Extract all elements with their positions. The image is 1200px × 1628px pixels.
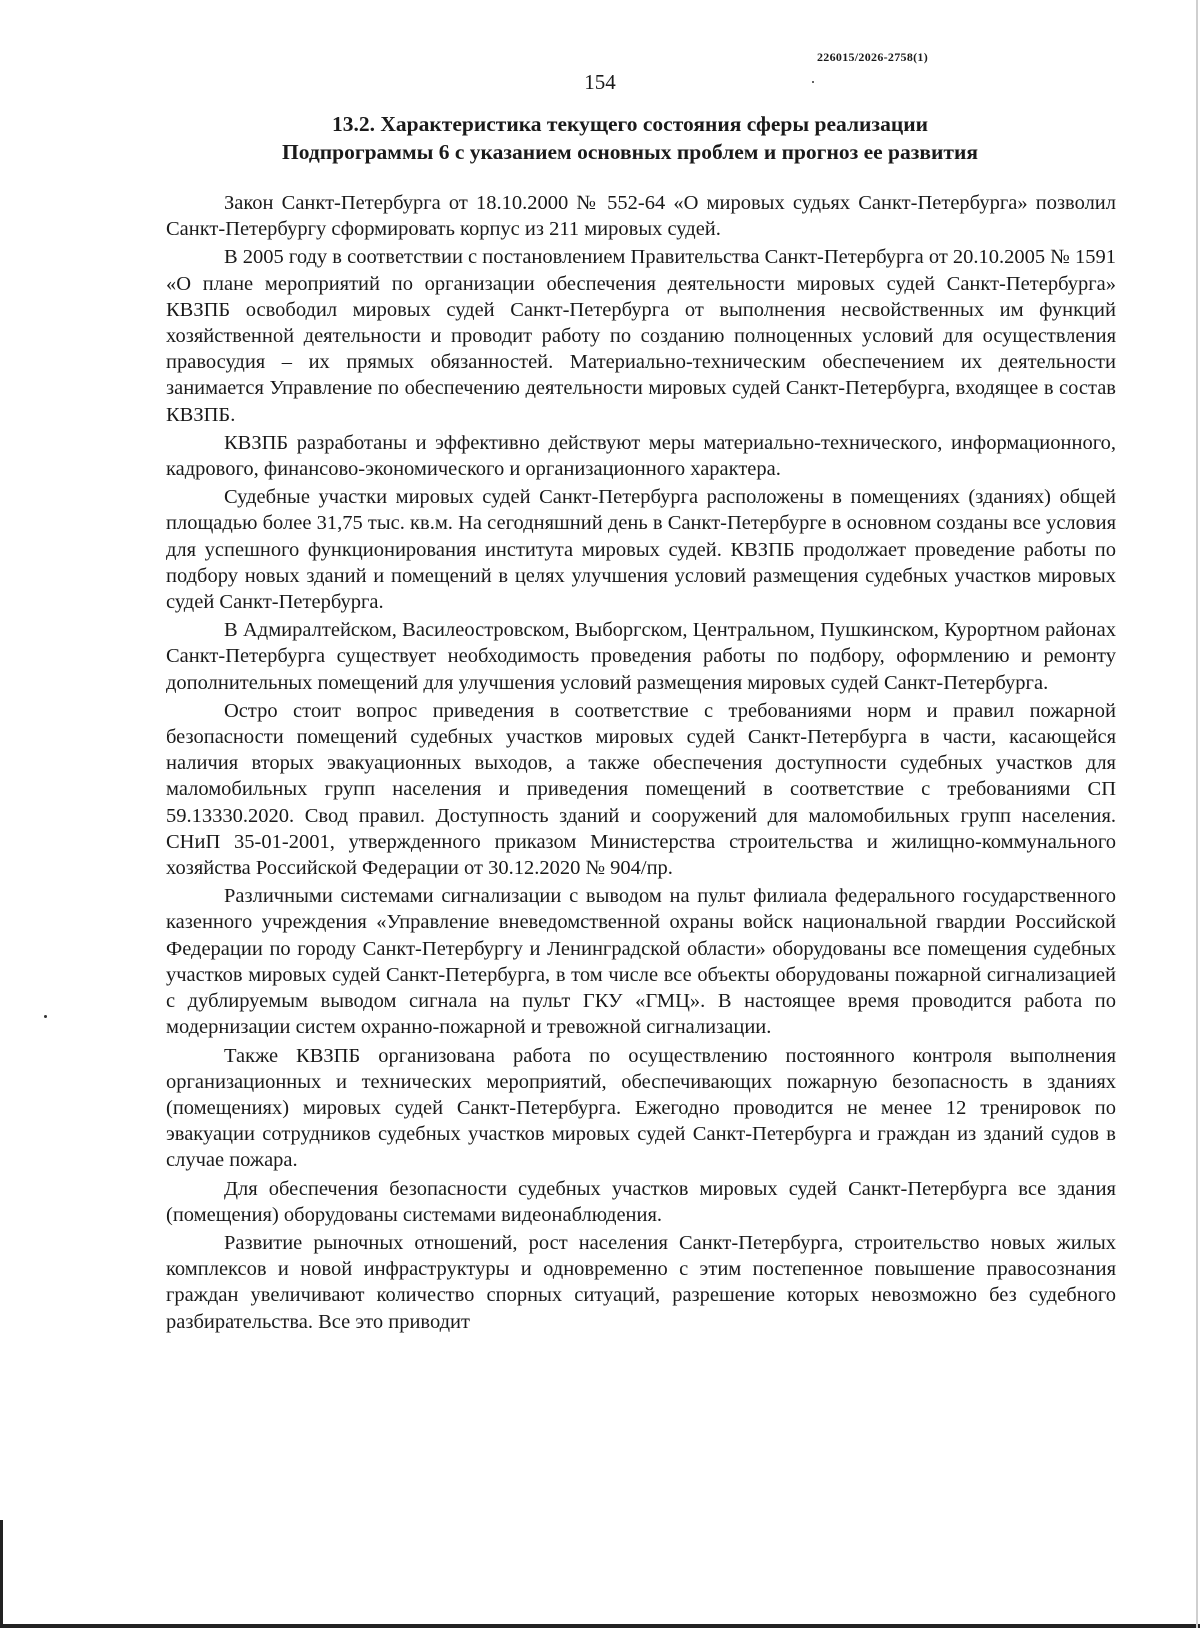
document-id: 226015/2026-2758(1) [817,50,929,64]
scan-speck [812,81,814,83]
scan-edge-right [1196,0,1198,1628]
scan-edge-bottom [0,1624,1200,1628]
page-number: 154 [584,70,616,94]
paragraph: Судебные участки мировых судей Санкт-Петербурга расположены в помещениях (зданиях) общей площадью более 31,75 тыс. кв.м. На сегодняшний день в Санкт-Петербурге в основном созданы все условия для успешного функционирования института мировых судей. КВЗПБ продолжает проведение работы по подбору новых зданий и помещений в целях улучшения условий размещения судебных участков мировых судей Санкт-Петербурга. [166,486,1116,614]
scan-edge-left [0,1520,3,1628]
paragraph: В Адмиралтейском, Василеостровском, Выборгском, Центральном, Пушкинском, Курортном районах Санкт-Петербурга существует необходимость проведения работы по подбору, оформлению и ремонту дополнительных помещений для улучшения условий размещения мировых судей Санкт-Петербурга. [166,619,1116,694]
section-heading-line: Подпрограммы 6 с указанием основных проблем и прогноз ее развития [282,140,978,164]
paragraph: Закон Санкт-Петербурга от 18.10.2000 № 552-64 «О мировых судьях Санкт-Петербурга» позволил Санкт-Петербургу сформировать корпус из 211 мировых судей. [166,192,1116,241]
document-body [166,190,1116,1337]
scan-speck [44,1015,47,1018]
paragraph: Различными системами сигнализации с выводом на пульт филиала федерального государственного казенного учреждения «Управление вневедомственной охраны войск национальной гвардии Российской Федерации по городу Санкт-Петербургу и Ленинградской области» оборудованы все помещения судебных участков мировых судей Санкт-Петербурга, в том числе все объекты оборудованы пожарной сигнализацией с дублируемым выводом сигнала на пульт ГКУ «ГМЦ». В настоящее время проводится работа по модернизации систем охранно-пожарной и тревожной сигнализации. [166,885,1116,1039]
paragraph: Также КВЗПБ организована работа по осуществлению постоянного контроля выполнения организационных и технических мероприятий, обеспечивающих пожарную безопасность в зданиях (помещениях) мировых судей Санкт-Петербурга. Ежегодно проводится не менее 12 тренировок по эвакуации сотрудников судебных участков мировых судей Санкт-Петербурга и граждан из зданий судов в случае пожара. [166,1044,1116,1172]
paragraph: Для обеспечения безопасности судебных участков мировых судей Санкт-Петербурга все здания (помещения) оборудованы системами видеонаблюдения. [166,1177,1116,1226]
paragraph: Остро стоит вопрос приведения в соответствие с требованиями норм и правил пожарной безопасности помещений судебных участков мировых судей Санкт-Петербурга в части, касающейся наличия вторых эвакуационных выходов, а также обеспечения доступности судебных участков для маломобильных групп населения и приведения помещений в соответствие с требованиями СП 59.13330.2020. Свод правил. Доступность зданий и сооружений для маломобильных групп населения. СНиП 35-01-2001, утвержденного приказом Министерства строительства и жилищно-коммунального хозяйства Российской Федерации от 30.12.2020 № 904/пр. [166,699,1116,880]
paragraph: Развитие рыночных отношений, рост населения Санкт-Петербурга, строительство новых жилых комплексов и новой инфраструктуры и одновременно с этим постепенное повышение правосознания граждан увеличивают количество спорных ситуаций, разрешение которых невозможно без судебного разбирательства. Все это приводит [166,1231,1116,1333]
paragraph: КВЗПБ разработаны и эффективно действуют меры материально-технического, информационного, кадрового, финансово-экономического и организационного характера. [166,431,1116,481]
section-heading-line: 13.2. Характеристика текущего состояния сферы реализации [332,112,928,136]
paragraph: В 2005 году в соответствии с постановлением Правительства Санкт-Петербурга от 20.10.2005 № 1591 «О плане мероприятий по организации обеспечения деятельности мировых судей Санкт-Петербурга» КВЗПБ освободил мировых судей Санкт-Петербурга от выполнения несвойственных им функций хозяйственной деятельности и проводит работу по созданию полноценных условий для осуществления правосудия – их прямых обязанностей. Материально-техническим обеспечением их деятельности занимается Управление по обеспечению деятельности мировых судей Санкт-Петербурга, входящее в состав КВЗПБ. [166,246,1116,426]
section-heading [160,110,1100,166]
